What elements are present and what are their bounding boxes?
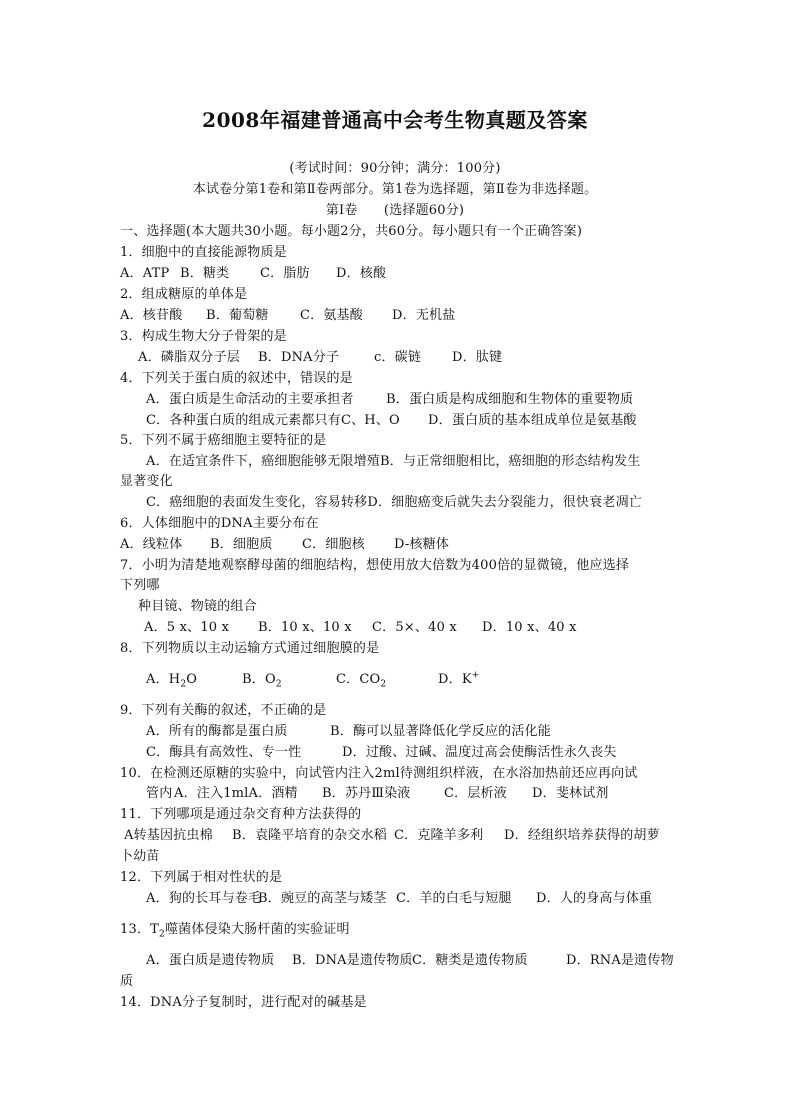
q1-option-b: B．糖类: [180, 266, 230, 281]
q5-option-a: A．在适宜条件下，癌细胞能够无限增殖: [146, 454, 380, 469]
q5-option-b-cont: 显著变化: [120, 474, 173, 489]
q1-option-a: A．ATP: [120, 266, 170, 281]
q3-option-b: B．DNA分子: [258, 350, 340, 365]
part1-title: 第Ⅰ卷 (选择题60分): [325, 203, 465, 218]
q8-option-a: [146, 670, 242, 690]
q5-option-d: D．细胞癌变后就失去分裂能力，很快衰老凋亡: [367, 495, 642, 510]
q13-options: [146, 953, 674, 969]
q7-stem: 7．小明为清楚地观察酵母菌的细胞结构，想使用放大倍数为400倍的显微镜，他应选择: [120, 558, 630, 573]
q4-option-a: A．蛋白质是生命活动的主要承担者: [146, 392, 354, 407]
q12-stem: 12．下列属于相对性状的是: [120, 870, 283, 885]
q12-option-b: B．豌豆的高茎与矮茎: [258, 891, 387, 906]
q11-option-a: A转基因抗虫棉: [124, 828, 213, 843]
q8-options: [146, 670, 480, 690]
q3-option-c: c．碳链: [374, 350, 422, 365]
q8-option-a-text: A．H: [146, 672, 181, 687]
q6-option-b: B．细胞质: [210, 537, 273, 552]
q9-options-row2: [146, 745, 617, 761]
q8-option-d: [438, 670, 480, 690]
q5-option-c: C．癌细胞的表面发生变化，容易转移: [146, 495, 368, 510]
q7-stem-cont2: 种目镜、物镜的组合: [138, 599, 257, 614]
q8-option-c: [336, 670, 438, 690]
q6-options: [120, 537, 449, 553]
q8-option-a-text2: O: [186, 672, 198, 687]
q9-option-a: A．所有的酶都是蛋白质: [146, 724, 288, 739]
q7-option-a: A．5 x、10 x: [144, 620, 230, 635]
q10-option-c: C．层析液: [444, 786, 507, 801]
q2-stem: 2．组成糖原的单体是: [120, 287, 248, 302]
q11-option-c: C．克隆羊多利: [394, 828, 484, 843]
q7-options: [144, 620, 577, 636]
q2-option-d: D．无机盐: [392, 308, 456, 323]
q8-option-c-text: C．CO: [336, 672, 381, 687]
q6-stem: 6．人体细胞中的DNA主要分布在: [120, 516, 319, 531]
q6-option-c: C．细胞核: [302, 537, 365, 552]
exam-info: (考试时间：90分钟；满分：100分): [289, 161, 501, 176]
q10-option-d: D．斐林试剂: [532, 786, 609, 801]
q13-stem-text2: 噬菌体侵染大肠杆菌的实验证明: [164, 922, 350, 937]
q5-options-row2: [146, 495, 642, 511]
q4-options-row2: [146, 413, 637, 429]
q5-option-b: B．与正常细胞相比，癌细胞的形态结构发生: [380, 454, 641, 469]
q5-options-row1: [146, 454, 641, 470]
q7-option-b: B．10 x、10 x: [258, 620, 352, 635]
q13-stem-text: 13．T: [120, 922, 160, 937]
q8-option-b-sub: 2: [275, 679, 282, 690]
q8-option-d-text: D．K: [438, 672, 472, 687]
q13-option-b: B．DNA是遗传物质: [292, 953, 413, 968]
q7-option-d: D．10 x、40 x: [482, 620, 577, 635]
q2-option-b: B．葡萄糖: [206, 308, 269, 323]
q9-option-c: C．酶具有高效性、专一性: [146, 745, 302, 760]
q6-option-a: A．线粒体: [120, 537, 183, 552]
q8-option-b: [242, 670, 336, 690]
q3-option-d: D．肽键: [452, 350, 503, 365]
q14-stem: 14．DNA分子复制时，进行配对的碱基是: [120, 995, 367, 1010]
q11-option-d-cont: 卜幼苗: [120, 849, 160, 864]
q5-stem: 5．下列不属于癌细胞主要特征的是: [120, 433, 327, 448]
paper-structure: 本试卷分第1卷和第Ⅱ卷两部分。第1卷为选择题，第Ⅱ卷为非选择题。: [192, 182, 598, 197]
q9-options-row1: [146, 724, 551, 740]
q7-stem-cont: 下列哪: [120, 578, 160, 593]
section1-heading: 一、选择题(本大题共30小题。每小题2分，共60分。每小题只有一个正确答案): [120, 224, 583, 239]
q12-options: [146, 891, 652, 907]
q3-stem: 3．构成生物大分子骨架的是: [120, 329, 287, 344]
q11-option-d: D．经组织培养获得的胡萝: [504, 828, 660, 843]
q10-options: [146, 786, 609, 802]
q10-option-a: A．注入1mlA．酒精: [174, 786, 298, 801]
q4-stem: 4．下列关于蛋白质的叙述中，错误的是: [120, 371, 353, 386]
q8-option-d-sup: +: [471, 670, 480, 681]
q4-options-row1: [146, 392, 633, 408]
q4-option-c: C．各种蛋白质的组成元素都只有C、H、O: [146, 413, 400, 428]
q8-option-c-sub: 2: [380, 679, 387, 690]
q13-option-d-cont: 质: [120, 974, 134, 989]
q11-options: [124, 828, 660, 844]
q10-stem-cont: 管内: [146, 786, 173, 801]
q7-option-c: C．5×、40 x: [372, 620, 457, 635]
q3-options: [138, 350, 502, 366]
q9-option-d: D．过酸、过碱、温度过高会使酶活性永久丧失: [342, 745, 617, 760]
page-title: 2008年福建普通高中会考生物真题及答案: [202, 108, 588, 132]
q4-option-d: D．蛋白质的基本组成单位是氨基酸: [428, 413, 637, 428]
q13-stem-sub: 2: [159, 929, 165, 940]
q11-stem: 11．下列哪项是通过杂交育种方法获得的: [120, 807, 362, 822]
q3-option-a: A．磷脂双分子层: [138, 350, 240, 365]
q9-stem: 9．下列有关酶的叙述，不正确的是: [120, 703, 327, 718]
q1-option-c: C．脂肪: [260, 266, 310, 281]
q12-option-a: A．狗的长耳与卷毛: [146, 891, 262, 906]
q12-option-c: C．羊的白毛与短腿: [396, 891, 512, 906]
q13-option-c: C．糖类是遗传物质: [412, 953, 528, 968]
q10-option-b: B．苏丹Ⅲ染液: [322, 786, 411, 801]
q4-option-b: B．蛋白质是构成细胞和生物体的重要物质: [386, 392, 634, 407]
q9-option-b: B．酶可以显著降低化学反应的活化能: [330, 724, 551, 739]
q1-options: [120, 266, 386, 282]
q1-stem: 1．细胞中的直接能源物质是: [120, 245, 287, 260]
q6-option-d: D-核糖体: [394, 537, 450, 552]
q8-option-a-sub: 2: [180, 679, 187, 690]
q12-option-d: D．人的身高与体重: [536, 891, 653, 906]
q11-option-b: B．袁隆平培育的杂交水稻: [232, 828, 387, 843]
q2-option-a: A．核苷酸: [120, 308, 183, 323]
q10-stem: 10．在检测还原糖的实验中，向试管内注入2ml待测组织样液，在水浴加热前还应再向试: [120, 766, 638, 781]
q13-stem: [120, 920, 350, 940]
q8-stem: 8．下列物质以主动运输方式通过细胞膜的是: [120, 641, 380, 656]
q13-option-d: D．RNA是遗传物: [566, 953, 674, 968]
q8-option-b-text: B．O: [242, 672, 276, 687]
q2-options: [120, 308, 455, 324]
q2-option-c: C．氨基酸: [300, 308, 363, 323]
q1-option-d: D．核酸: [336, 266, 387, 281]
q13-option-a: A．蛋白质是遗传物质: [146, 953, 275, 968]
